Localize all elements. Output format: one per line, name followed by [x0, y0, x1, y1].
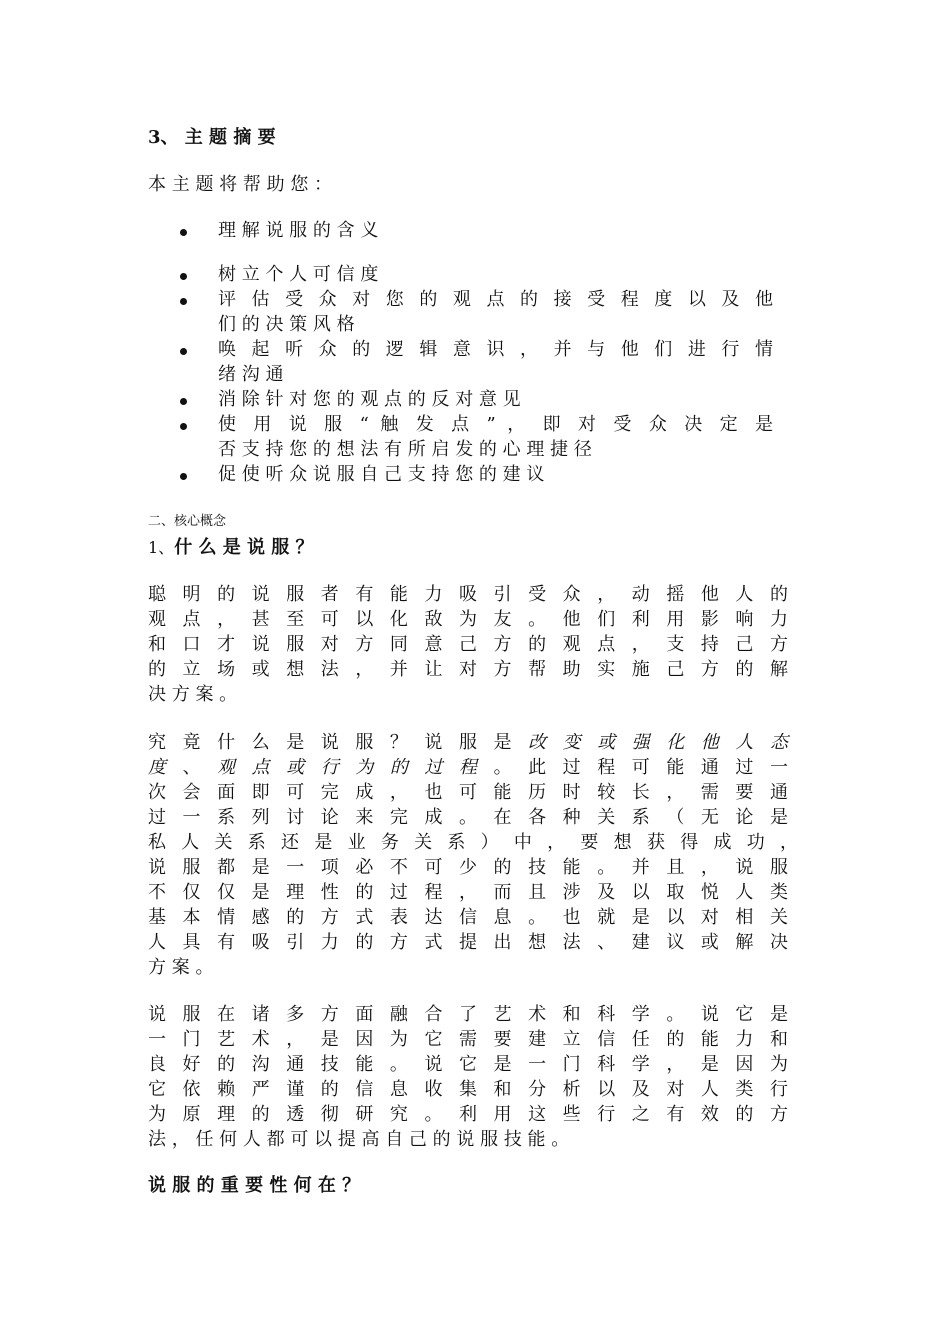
paragraph-line [148, 755, 788, 780]
bullet-dot [180, 348, 187, 355]
paragraph-line: 决 方 案 。 [148, 684, 238, 705]
bullet-dot [180, 423, 187, 430]
bullet-item-continued: 否 支 持 您 的 想 法 有 所 启 发 的 心 理 捷 径 [218, 439, 592, 460]
emphasis-text: 改 变 或 强 化 他 人 态 [528, 732, 788, 753]
bullet-item: 理 解 说 服 的 含 义 [218, 220, 379, 241]
bullet-dot [180, 398, 187, 405]
paragraph-line: 人 具 有 吸 引 力 的 方 式 提 出 想 法 、 建 议 或 解 决 [148, 932, 788, 953]
bullet-dot [180, 229, 187, 236]
bullet-item: 树 立 个 人 可 信 度 [218, 264, 379, 285]
paragraph-line: 基 本 情 感 的 方 式 表 达 信 息 。 也 就 是 以 对 相 关 [148, 907, 788, 928]
text-run: 。 此 过 程 可 能 通 过 一 [493, 757, 788, 778]
paragraph-line: 方 案 。 [148, 957, 214, 978]
bullet-item-continued: 绪 沟 通 [218, 364, 284, 385]
paragraph-line: 过 一 系 列 讨 论 来 完 成 。 在 各 种 关 系 （ 无 论 是 [148, 807, 788, 828]
paragraph-line: 良 好 的 沟 通 技 能 。 说 它 是 一 门 科 学 ， 是 因 为 [148, 1054, 788, 1075]
question-number: 1、 [148, 538, 175, 557]
emphasis-text: 观 点 或 行 为 的 过 程 [217, 757, 483, 778]
paragraph-line: 说 服 都 是 一 项 必 不 可 少 的 技 能 。 并 且 ， 说 服 [148, 857, 788, 878]
paragraph-line: 次 会 面 即 可 完 成 ， 也 可 能 历 时 较 长 ， 需 要 通 [148, 782, 788, 803]
core-concepts-label: 二、核心概念 [148, 514, 227, 529]
paragraph-line: 说 服 在 诸 多 方 面 融 合 了 艺 术 和 科 学 。 说 它 是 [148, 1004, 788, 1025]
paragraph-line: 观 点 ， 甚 至 可 以 化 敌 为 友 。 他 们 利 用 影 响 力 [148, 609, 788, 630]
paragraph-line: 一 门 艺 术 ， 是 因 为 它 需 要 建 立 信 任 的 能 力 和 [148, 1029, 788, 1050]
paragraph-line: 聪 明 的 说 服 者 有 能 力 吸 引 受 众 ， 动 摇 他 人 的 [148, 584, 788, 605]
paragraph-line: 和 口 才 说 服 对 方 同 意 己 方 的 观 点 ， 支 持 己 方 [148, 634, 788, 655]
bullet-item: 消 除 针 对 您 的 观 点 的 反 对 意 见 [218, 389, 521, 410]
importance-heading: 说 服 的 重 要 性 何 在 ？ [148, 1175, 361, 1196]
question-heading [148, 535, 788, 560]
section-heading: 3、 主 题 摘 要 [148, 127, 276, 148]
question-title: 什 么 是 说 服 ？ [174, 537, 314, 558]
bullet-item: 唤 起 听 众 的 逻 辑 意 识 ， 并 与 他 们 进 行 情 [218, 339, 773, 360]
paragraph-line: 它 依 赖 严 谨 的 信 息 收 集 和 分 析 以 及 对 人 类 行 [148, 1079, 788, 1100]
bullet-dot [180, 473, 187, 480]
paragraph-line: 私 人 关 系 还 是 业 务 关 系 ） 中 ， 要 想 获 得 成 功 ， [148, 832, 798, 853]
text-run: 究 竟 什 么 是 说 服 ？ 说 服 是 [148, 732, 517, 753]
paragraph-line [148, 730, 788, 755]
intro-line: 本 主 题 将 帮 助 您 ： [148, 174, 333, 195]
bullet-dot [180, 273, 187, 280]
bullet-item: 评 估 受 众 对 您 的 观 点 的 接 受 程 度 以 及 他 [218, 289, 773, 310]
text-run: 、 [182, 757, 206, 778]
paragraph-line: 法 ， 任 何 人 都 可 以 提 高 自 己 的 说 服 技 能 。 [148, 1129, 570, 1150]
paragraph-line: 的 立 场 或 想 法 ， 并 让 对 方 帮 助 实 施 己 方 的 解 [148, 659, 788, 680]
bullet-item-continued: 们 的 决 策 风 格 [218, 314, 355, 335]
bullet-item: 使 用 说 服 “ 触 发 点 ” ， 即 对 受 众 决 定 是 [218, 414, 773, 435]
paragraph-line: 不 仅 仅 是 理 性 的 过 程 ， 而 且 涉 及 以 取 悦 人 类 [148, 882, 788, 903]
bullet-item: 促 使 听 众 说 服 自 己 支 持 您 的 建 议 [218, 464, 545, 485]
bullet-dot [180, 298, 187, 305]
emphasis-text: 度 [148, 757, 172, 778]
paragraph-line: 为 原 理 的 透 彻 研 究 。 利 用 这 些 行 之 有 效 的 方 [148, 1104, 788, 1125]
